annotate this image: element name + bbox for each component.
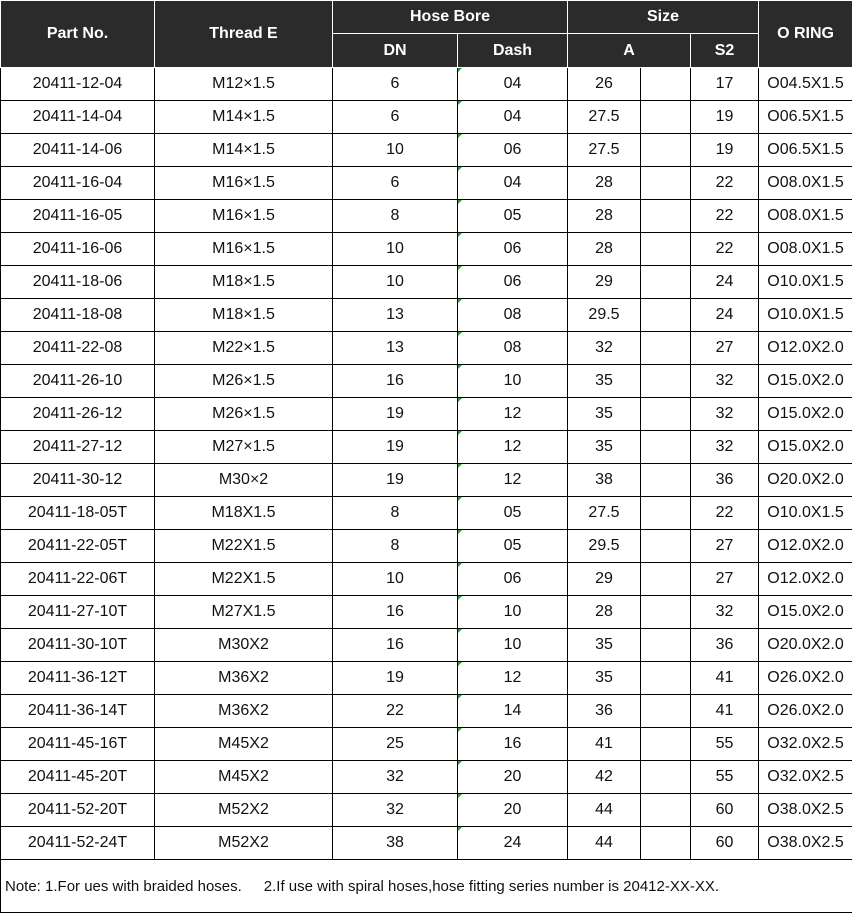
cell-thread-e: M18X1.5 bbox=[155, 497, 333, 530]
cell-s2: 19 bbox=[691, 101, 759, 134]
cell-o-ring: O15.0X2.0 bbox=[759, 398, 852, 431]
cell-thread-e: M26×1.5 bbox=[155, 398, 333, 431]
cell-dash: 14 bbox=[458, 695, 568, 728]
cell-a: 44 bbox=[568, 827, 641, 860]
cell-a: 44 bbox=[568, 794, 641, 827]
cell-thread-e: M14×1.5 bbox=[155, 134, 333, 167]
cell-o-ring: O06.5X1.5 bbox=[759, 134, 852, 167]
cell-thread-e: M12×1.5 bbox=[155, 68, 333, 101]
cell-o-ring: O32.0X2.5 bbox=[759, 761, 852, 794]
cell-a: 35 bbox=[568, 365, 641, 398]
cell-dn: 8 bbox=[333, 497, 458, 530]
cell-thread-e: M16×1.5 bbox=[155, 167, 333, 200]
cell-a: 32 bbox=[568, 332, 641, 365]
cell-a: 29.5 bbox=[568, 299, 641, 332]
cell-a: 28 bbox=[568, 233, 641, 266]
table-row bbox=[1, 299, 852, 332]
cell-thread-e: M22X1.5 bbox=[155, 530, 333, 563]
cell-size-blank bbox=[641, 167, 691, 200]
cell-size-blank bbox=[641, 68, 691, 101]
cell-part-no: 20411-36-14T bbox=[1, 695, 155, 728]
table-row bbox=[1, 728, 852, 761]
cell-dash: 08 bbox=[458, 299, 568, 332]
cell-a: 28 bbox=[568, 596, 641, 629]
cell-part-no: 20411-18-08 bbox=[1, 299, 155, 332]
cell-o-ring: O15.0X2.0 bbox=[759, 431, 852, 464]
cell-s2: 32 bbox=[691, 431, 759, 464]
cell-dash: 20 bbox=[458, 794, 568, 827]
cell-dn: 19 bbox=[333, 398, 458, 431]
cell-size-blank bbox=[641, 134, 691, 167]
cell-thread-e: M18×1.5 bbox=[155, 299, 333, 332]
cell-part-no: 20411-26-12 bbox=[1, 398, 155, 431]
header-o-ring: O RING bbox=[759, 1, 852, 68]
cell-o-ring: O38.0X2.5 bbox=[759, 794, 852, 827]
cell-dn: 6 bbox=[333, 101, 458, 134]
cell-dash: 04 bbox=[458, 101, 568, 134]
cell-dn: 16 bbox=[333, 596, 458, 629]
cell-dn: 19 bbox=[333, 464, 458, 497]
cell-size-blank bbox=[641, 695, 691, 728]
header-hose-bore: Hose Bore bbox=[333, 1, 568, 34]
cell-part-no: 20411-26-10 bbox=[1, 365, 155, 398]
cell-size-blank bbox=[641, 563, 691, 596]
cell-size-blank bbox=[641, 398, 691, 431]
cell-part-no: 20411-16-04 bbox=[1, 167, 155, 200]
cell-o-ring: O38.0X2.5 bbox=[759, 827, 852, 860]
cell-dash: 10 bbox=[458, 365, 568, 398]
cell-s2: 19 bbox=[691, 134, 759, 167]
cell-size-blank bbox=[641, 431, 691, 464]
cell-o-ring: O15.0X2.0 bbox=[759, 596, 852, 629]
note-spiral: 2.If use with spiral hoses,hose fitting series number is 20412-XX-XX. bbox=[264, 878, 719, 895]
cell-part-no: 20411-14-04 bbox=[1, 101, 155, 134]
cell-dash: 04 bbox=[458, 167, 568, 200]
cell-thread-e: M27×1.5 bbox=[155, 431, 333, 464]
cell-o-ring: O20.0X2.0 bbox=[759, 629, 852, 662]
cell-s2: 22 bbox=[691, 233, 759, 266]
cell-a: 29.5 bbox=[568, 530, 641, 563]
table-row bbox=[1, 365, 852, 398]
cell-dash: 12 bbox=[458, 431, 568, 464]
cell-dash: 12 bbox=[458, 662, 568, 695]
cell-a: 29 bbox=[568, 563, 641, 596]
cell-thread-e: M52X2 bbox=[155, 794, 333, 827]
table-row bbox=[1, 761, 852, 794]
table-row bbox=[1, 167, 852, 200]
cell-thread-e: M16×1.5 bbox=[155, 200, 333, 233]
table-row bbox=[1, 596, 852, 629]
cell-a: 42 bbox=[568, 761, 641, 794]
cell-size-blank bbox=[641, 728, 691, 761]
cell-part-no: 20411-45-20T bbox=[1, 761, 155, 794]
cell-thread-e: M30X2 bbox=[155, 629, 333, 662]
cell-dn: 10 bbox=[333, 233, 458, 266]
cell-dash: 05 bbox=[458, 530, 568, 563]
cell-s2: 55 bbox=[691, 728, 759, 761]
table-body bbox=[1, 68, 852, 860]
cell-size-blank bbox=[641, 794, 691, 827]
cell-size-blank bbox=[641, 464, 691, 497]
table-row bbox=[1, 68, 852, 101]
header-part-no: Part No. bbox=[1, 1, 155, 68]
cell-o-ring: O20.0X2.0 bbox=[759, 464, 852, 497]
table-row bbox=[1, 200, 852, 233]
cell-size-blank bbox=[641, 332, 691, 365]
cell-dash: 05 bbox=[458, 200, 568, 233]
cell-dn: 25 bbox=[333, 728, 458, 761]
header-thread-e: Thread E bbox=[155, 1, 333, 68]
cell-a: 35 bbox=[568, 398, 641, 431]
table-row bbox=[1, 431, 852, 464]
cell-dn: 13 bbox=[333, 299, 458, 332]
table-row bbox=[1, 398, 852, 431]
cell-s2: 32 bbox=[691, 365, 759, 398]
cell-size-blank bbox=[641, 827, 691, 860]
cell-o-ring: O26.0X2.0 bbox=[759, 695, 852, 728]
cell-thread-e: M14×1.5 bbox=[155, 101, 333, 134]
cell-size-blank bbox=[641, 629, 691, 662]
cell-size-blank bbox=[641, 233, 691, 266]
cell-a: 38 bbox=[568, 464, 641, 497]
cell-s2: 27 bbox=[691, 530, 759, 563]
cell-dash: 06 bbox=[458, 563, 568, 596]
cell-dash: 10 bbox=[458, 596, 568, 629]
cell-a: 35 bbox=[568, 629, 641, 662]
cell-part-no: 20411-30-12 bbox=[1, 464, 155, 497]
cell-s2: 27 bbox=[691, 332, 759, 365]
cell-o-ring: O08.0X1.5 bbox=[759, 167, 852, 200]
cell-s2: 32 bbox=[691, 398, 759, 431]
cell-a: 35 bbox=[568, 431, 641, 464]
cell-thread-e: M45X2 bbox=[155, 728, 333, 761]
cell-dn: 19 bbox=[333, 431, 458, 464]
cell-part-no: 20411-18-06 bbox=[1, 266, 155, 299]
cell-size-blank bbox=[641, 365, 691, 398]
cell-o-ring: O12.0X2.0 bbox=[759, 332, 852, 365]
cell-a: 36 bbox=[568, 695, 641, 728]
cell-dn: 16 bbox=[333, 629, 458, 662]
cell-dn: 32 bbox=[333, 761, 458, 794]
table-row bbox=[1, 332, 852, 365]
cell-s2: 22 bbox=[691, 167, 759, 200]
cell-s2: 22 bbox=[691, 497, 759, 530]
cell-dn: 8 bbox=[333, 530, 458, 563]
cell-dn: 6 bbox=[333, 68, 458, 101]
table-row bbox=[1, 233, 852, 266]
cell-dn: 32 bbox=[333, 794, 458, 827]
cell-part-no: 20411-27-12 bbox=[1, 431, 155, 464]
cell-size-blank bbox=[641, 530, 691, 563]
header-dash: Dash bbox=[458, 34, 568, 68]
cell-thread-e: M26×1.5 bbox=[155, 365, 333, 398]
cell-thread-e: M52X2 bbox=[155, 827, 333, 860]
cell-s2: 55 bbox=[691, 761, 759, 794]
cell-o-ring: O32.0X2.5 bbox=[759, 728, 852, 761]
cell-dash: 20 bbox=[458, 761, 568, 794]
header-size: Size bbox=[568, 1, 759, 34]
cell-part-no: 20411-45-16T bbox=[1, 728, 155, 761]
cell-a: 26 bbox=[568, 68, 641, 101]
cell-o-ring: O26.0X2.0 bbox=[759, 662, 852, 695]
cell-part-no: 20411-16-05 bbox=[1, 200, 155, 233]
cell-a: 41 bbox=[568, 728, 641, 761]
cell-s2: 27 bbox=[691, 563, 759, 596]
cell-thread-e: M36X2 bbox=[155, 662, 333, 695]
cell-size-blank bbox=[641, 200, 691, 233]
cell-dash: 12 bbox=[458, 398, 568, 431]
cell-thread-e: M36X2 bbox=[155, 695, 333, 728]
cell-s2: 22 bbox=[691, 200, 759, 233]
cell-part-no: 20411-30-10T bbox=[1, 629, 155, 662]
cell-dn: 16 bbox=[333, 365, 458, 398]
cell-dash: 05 bbox=[458, 497, 568, 530]
cell-part-no: 20411-52-24T bbox=[1, 827, 155, 860]
cell-thread-e: M22X1.5 bbox=[155, 563, 333, 596]
table-row bbox=[1, 266, 852, 299]
table-row bbox=[1, 629, 852, 662]
cell-o-ring: O10.0X1.5 bbox=[759, 497, 852, 530]
cell-dash: 06 bbox=[458, 266, 568, 299]
table-footer bbox=[1, 860, 852, 913]
cell-dn: 8 bbox=[333, 200, 458, 233]
cell-o-ring: O12.0X2.0 bbox=[759, 563, 852, 596]
cell-o-ring: O10.0X1.5 bbox=[759, 299, 852, 332]
cell-s2: 60 bbox=[691, 794, 759, 827]
cell-dn: 10 bbox=[333, 134, 458, 167]
cell-thread-e: M22×1.5 bbox=[155, 332, 333, 365]
table-row bbox=[1, 794, 852, 827]
cell-s2: 17 bbox=[691, 68, 759, 101]
cell-dash: 10 bbox=[458, 629, 568, 662]
cell-s2: 41 bbox=[691, 662, 759, 695]
cell-a: 27.5 bbox=[568, 101, 641, 134]
cell-o-ring: O12.0X2.0 bbox=[759, 530, 852, 563]
header-a: A bbox=[568, 34, 691, 68]
cell-dn: 13 bbox=[333, 332, 458, 365]
cell-part-no: 20411-52-20T bbox=[1, 794, 155, 827]
cell-part-no: 20411-27-10T bbox=[1, 596, 155, 629]
cell-o-ring: O04.5X1.5 bbox=[759, 68, 852, 101]
cell-a: 28 bbox=[568, 200, 641, 233]
table-row bbox=[1, 662, 852, 695]
table-header bbox=[1, 1, 852, 68]
table-row bbox=[1, 827, 852, 860]
cell-s2: 24 bbox=[691, 299, 759, 332]
cell-dn: 10 bbox=[333, 563, 458, 596]
cell-part-no: 20411-36-12T bbox=[1, 662, 155, 695]
cell-a: 27.5 bbox=[568, 134, 641, 167]
cell-dash: 08 bbox=[458, 332, 568, 365]
cell-thread-e: M16×1.5 bbox=[155, 233, 333, 266]
cell-dash: 12 bbox=[458, 464, 568, 497]
table-row bbox=[1, 695, 852, 728]
cell-size-blank bbox=[641, 101, 691, 134]
cell-o-ring: O15.0X2.0 bbox=[759, 365, 852, 398]
cell-o-ring: O06.5X1.5 bbox=[759, 101, 852, 134]
cell-part-no: 20411-14-06 bbox=[1, 134, 155, 167]
cell-thread-e: M18×1.5 bbox=[155, 266, 333, 299]
header-dn: DN bbox=[333, 34, 458, 68]
cell-size-blank bbox=[641, 761, 691, 794]
cell-s2: 60 bbox=[691, 827, 759, 860]
cell-a: 28 bbox=[568, 167, 641, 200]
cell-dash: 06 bbox=[458, 134, 568, 167]
cell-o-ring: O10.0X1.5 bbox=[759, 266, 852, 299]
cell-a: 29 bbox=[568, 266, 641, 299]
cell-part-no: 20411-18-05T bbox=[1, 497, 155, 530]
note-braided: Note: 1.For ues with braided hoses. bbox=[5, 878, 242, 895]
cell-size-blank bbox=[641, 596, 691, 629]
cell-a: 35 bbox=[568, 662, 641, 695]
cell-dn: 19 bbox=[333, 662, 458, 695]
cell-part-no: 20411-22-08 bbox=[1, 332, 155, 365]
cell-size-blank bbox=[641, 662, 691, 695]
table-row bbox=[1, 101, 852, 134]
header-s2: S2 bbox=[691, 34, 759, 68]
cell-a: 27.5 bbox=[568, 497, 641, 530]
cell-o-ring: O08.0X1.5 bbox=[759, 200, 852, 233]
table-row bbox=[1, 464, 852, 497]
cell-s2: 32 bbox=[691, 596, 759, 629]
cell-o-ring: O08.0X1.5 bbox=[759, 233, 852, 266]
cell-size-blank bbox=[641, 299, 691, 332]
cell-part-no: 20411-22-05T bbox=[1, 530, 155, 563]
cell-size-blank bbox=[641, 266, 691, 299]
cell-dash: 24 bbox=[458, 827, 568, 860]
cell-part-no: 20411-22-06T bbox=[1, 563, 155, 596]
table-row bbox=[1, 563, 852, 596]
cell-part-no: 20411-16-06 bbox=[1, 233, 155, 266]
cell-part-no: 20411-12-04 bbox=[1, 68, 155, 101]
cell-dash: 06 bbox=[458, 233, 568, 266]
cell-dn: 38 bbox=[333, 827, 458, 860]
cell-s2: 36 bbox=[691, 629, 759, 662]
cell-dn: 6 bbox=[333, 167, 458, 200]
note-cell bbox=[1, 860, 852, 913]
cell-thread-e: M30×2 bbox=[155, 464, 333, 497]
cell-s2: 36 bbox=[691, 464, 759, 497]
cell-dash: 16 bbox=[458, 728, 568, 761]
cell-s2: 41 bbox=[691, 695, 759, 728]
cell-size-blank bbox=[641, 497, 691, 530]
table-row bbox=[1, 497, 852, 530]
cell-thread-e: M27X1.5 bbox=[155, 596, 333, 629]
cell-s2: 24 bbox=[691, 266, 759, 299]
cell-dn: 22 bbox=[333, 695, 458, 728]
table-row bbox=[1, 134, 852, 167]
cell-dash: 04 bbox=[458, 68, 568, 101]
cell-dn: 10 bbox=[333, 266, 458, 299]
cell-thread-e: M45X2 bbox=[155, 761, 333, 794]
table-row bbox=[1, 530, 852, 563]
